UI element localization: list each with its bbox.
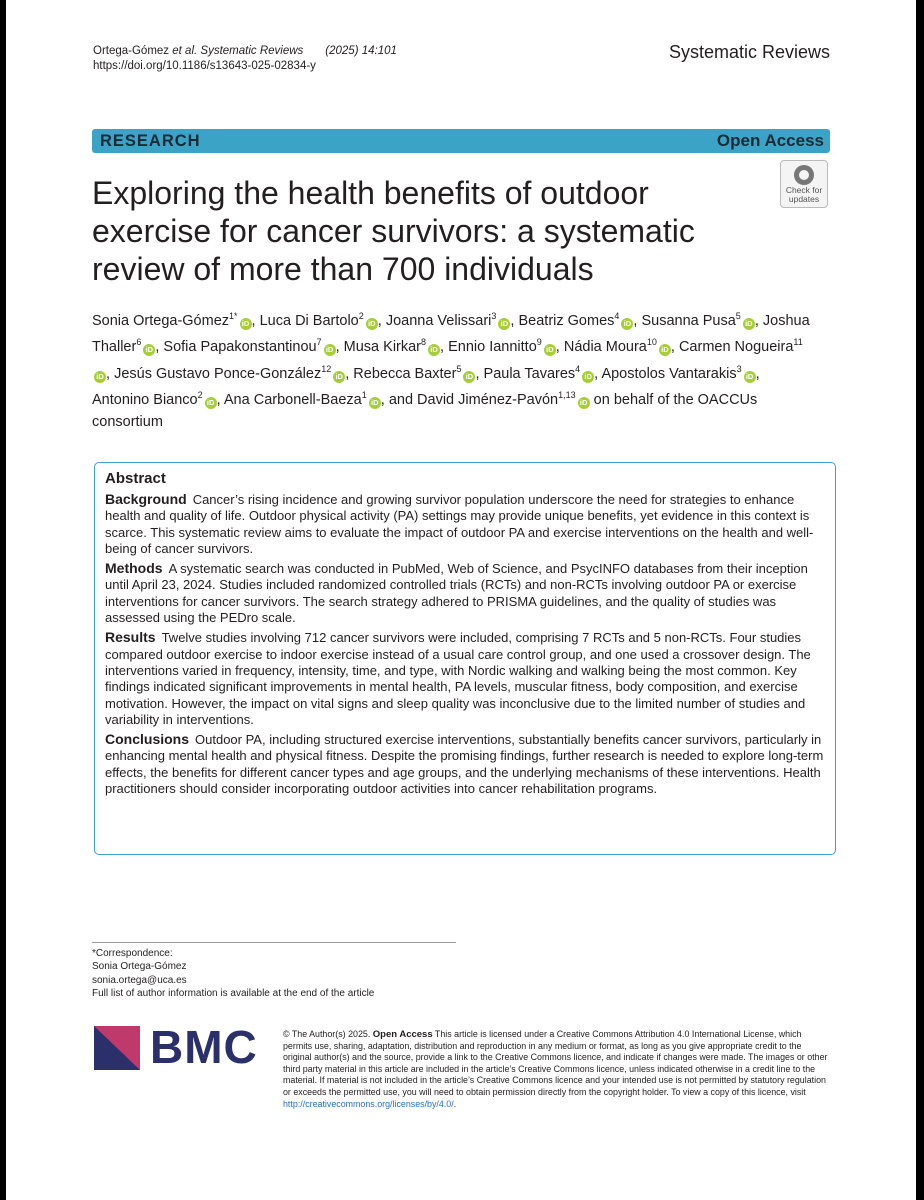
orcid-icon[interactable]: iD [578,397,590,409]
author-entry [417,392,590,408]
license-url-link[interactable]: http://creativecommons.org/licenses/by/4.0/ [283,1098,454,1109]
check-for-updates-badge[interactable] [780,160,828,208]
license-end: . [453,1098,457,1109]
license-open-access: Open Access [372,1029,433,1040]
author-entry [601,363,755,382]
author-entry [353,363,475,382]
author-entry [260,313,378,329]
results-label: Results [105,629,156,646]
consortium-note: on behalf of the OACCUs consortium [92,392,758,430]
orcid-icon[interactable]: iD [333,371,345,383]
author-affiliation: 1* [229,311,238,321]
author-entry [518,313,633,329]
author-affiliation: 1,13 [558,390,576,401]
orcid-icon[interactable]: iD [324,344,336,356]
article-type-label: RESEARCH [100,132,201,150]
author-affiliation: 2 [358,311,364,321]
author-name[interactable]: Sofia Papakonstantinou [163,339,317,356]
author-affiliation: 1 [361,390,367,401]
orcid-icon[interactable]: iD [143,344,155,356]
author-entry [92,313,252,329]
author-list: Sonia Ortega-Gómez$^{1*}$iD , Luca Di Bartolo$^2$iD , Joanna Velissari$^3$iD , Beatriz Gomes$^4$iD , Susanna Pusa$^5$iD , Joshua Thaller$^6$iD , Sofia Papakonstantinou$^7$iD , Musa Kirkar$^8$iD , Ennio Iannitto$^9$iD , Nádia Moura$^{10}$iD , Carmen Nogueira$^{11}$iD , Jesús Gustavo Ponce-González$^{12}$iD , Rebecca Baxter$^5$iD , Paula Tavares$^4$iD , Apostolos Vantarakis$^3$iD , Antonino Bianco$^2$iD , Ana Carbonell-Baeza$^1$iD , and David Jiménez-Pavón$^{1,13}$iD on behalf of the OACCUs consortium [92,311,810,430]
author-name[interactable]: Rebecca Baxter [353,365,457,382]
author-name[interactable]: Nádia Moura [563,339,647,356]
orcid-icon[interactable]: iD [463,371,475,383]
citation-header [93,44,397,74]
author-affiliation: 5 [735,311,741,321]
author-name[interactable]: Antonino Bianco [92,392,198,409]
open-access-label: Open Access [716,131,824,150]
footnote-divider [92,942,456,943]
correspondence-name: Sonia Ortega-Gómez [92,961,187,973]
author-affiliation: 12 [321,363,332,374]
abstract-background [105,491,827,557]
orcid-icon[interactable]: iD [205,397,217,409]
author-name[interactable]: Luca Di Bartolo [259,312,359,329]
abstract-conclusions [105,731,827,797]
author-affiliation: 5 [456,363,462,374]
author-affiliation: 9 [536,337,542,348]
orcid-icon[interactable]: iD [582,371,594,383]
author-affiliation: 8 [421,337,427,348]
author-name[interactable]: Ennio Iannitto [448,339,537,356]
orcid-icon[interactable]: iD [659,344,671,356]
orcid-icon[interactable]: iD [744,371,756,383]
results-text: Twelve studies involving 712 cancer survivors were included, comprising 7 RCTs and 5 non-RCTs. Four studies compared outdoor exercise to indoor exercise instead of a usual care control group, and one used a crossover design. The interventions varied in frequency, intensity, time, and type, with Nordic walking and walking being the most common. Key findings indicated significant improvements in mental health, PA levels, muscular fitness, body composition, and exercise motivation. However, the impact on vital signs and sleep quality was inconclusive due to the limited number of studies and variability in interventions. [105,630,811,727]
copyright-prefix: © The Author(s) 2025. [283,1029,371,1039]
author-name[interactable]: Joanna Velissari [385,312,492,329]
author-name[interactable]: Joshua Thaller [92,312,810,356]
author-name[interactable]: Jesús Gustavo Ponce-González [114,365,322,382]
orcid-icon[interactable]: iD [428,344,440,356]
methods-label: Methods [105,560,163,577]
author-name[interactable]: Susanna Pusa [641,312,736,329]
author-entry [114,363,345,382]
background-label: Background [105,491,187,507]
author-entry [386,313,511,329]
orcid-icon[interactable]: iD [94,371,106,383]
journal-name: Systematic Reviews [668,42,830,62]
orcid-icon[interactable]: iD [743,318,755,330]
correspondence-email[interactable]: sonia.ortega@uca.es [92,974,187,986]
author-name[interactable]: David Jiménez-Pavón [417,392,559,409]
author-entry [448,339,556,355]
author-name[interactable]: Musa Kirkar [343,339,422,356]
background-text: Cancer’s rising incidence and growing survivor population underscore the need for strategies to enhance health and quality of life. Outdoor physical activity (PA) settings may provide unique benefits, yet evidence in this context is scarce. This systematic review aims to evaluate the impact of outdoor PA and exercise interventions on the health and well-being of cancer survivors. [105,492,814,556]
methods-text: A systematic search was conducted in PubMed, Web of Science, and PsycINFO databases from their inception until April 23, 2024. Studies included randomized controlled trials (RCTs) and non-RCTs involving outdoor PA or exercise interventions for cancer survivors. The search strategy adhered to PRISMA guidelines, and the quality of studies was assessed using the PEDro scale. [105,561,808,626]
abstract-results [105,629,827,728]
orcid-icon[interactable]: iD [240,318,252,330]
author-entry [641,313,754,329]
correspondence-block [92,947,374,1000]
author-entry [344,339,440,355]
author-name[interactable]: Sonia Ortega-Gómez [92,312,230,329]
author-affiliation: 11 [793,337,803,348]
license-body: This article is licensed under a Creative Commons Attribution 4.0 International License, which permits use, sharing, adaptation, distribution and reproduction in any medium or format, as long as you give appropriate credit to the original author(s) and the source, provide a link to the Creative Commons licence, and indicate if changes were made. The images or other third party material in this article are included in the article’s Creative Commons licence, unless indicated otherwise in a credit line to the material. If material is not included in the article’s Creative Commons licence and your intended use is not permitted by statutory regulation or exceeds the permitted use, you will need to obtain permission directly from the copyright holder. To view a copy of this licence, visit [283,1029,828,1097]
check-updates-text: Check for updates [785,185,823,204]
bmc-logo [94,1021,264,1073]
author-affiliation: 7 [316,337,322,348]
author-entry [163,339,335,355]
abstract-methods [105,560,827,626]
article-page [6,0,916,1200]
citation-year: (2025) 14:101 [325,45,397,57]
author-entry [483,363,595,382]
orcid-icon[interactable]: iD [621,318,633,330]
abstract-box [94,462,836,855]
author-name[interactable]: Apostolos Vantarakis [601,365,737,382]
conclusions-text: Outdoor PA, including structured exercise interventions, substantially benefits cancer survivors, particularly in enhancing mental health and physical fitness. Despite the promising findings, further research is needed to explore long-term effects, the benefits for different cancer types and age groups, and the underlying mechanisms of these interventions. Health practitioners should consider incorporating outdoor activities into cancer rehabilitation programs. [105,732,824,797]
author-affiliation: 4 [614,311,620,321]
author-name[interactable]: Paula Tavares [483,365,576,382]
orcid-icon[interactable]: iD [366,318,378,330]
article-title: Exploring the health benefits of outdoor exercise for cancer survivors: a systematic review of more than 700 individuals [92,175,695,287]
license-text [283,1029,831,1110]
author-affiliation: 6 [136,337,142,348]
orcid-icon[interactable]: iD [369,397,381,409]
author-affiliation: 3 [736,363,742,374]
orcid-icon[interactable]: iD [544,344,556,356]
bmc-logo-icon [94,1026,140,1070]
citation-journal: et al. Systematic Reviews [172,45,304,57]
citation-authors: Ortega-Gómez [93,45,170,57]
author-name[interactable]: Beatriz Gomes [518,312,615,329]
author-affiliation: 2 [197,390,203,401]
authors-and: and [388,392,414,409]
correspondence-label: *Correspondence: [92,948,173,959]
author-info-note: Full list of author information is available at the end of the article [92,987,375,999]
author-entry [92,392,217,408]
author-entry [224,392,381,408]
bmc-logo-text: BMC [150,1021,258,1073]
doi-link[interactable]: https://doi.org/10.1186/s13643-025-02834-y [93,60,316,72]
abstract-heading: Abstract [105,470,166,487]
author-entry [564,339,671,355]
author-name[interactable]: Carmen Nogueira [678,339,794,356]
article-type-banner [92,129,830,153]
check-updates-icon [794,165,814,185]
author-affiliation: 10 [646,337,657,348]
conclusions-label: Conclusions [105,731,190,748]
author-affiliation: 4 [575,363,581,374]
author-name[interactable]: Ana Carbonell-Baeza [223,392,362,409]
author-affiliation: 3 [491,311,497,321]
orcid-icon[interactable]: iD [498,318,510,330]
